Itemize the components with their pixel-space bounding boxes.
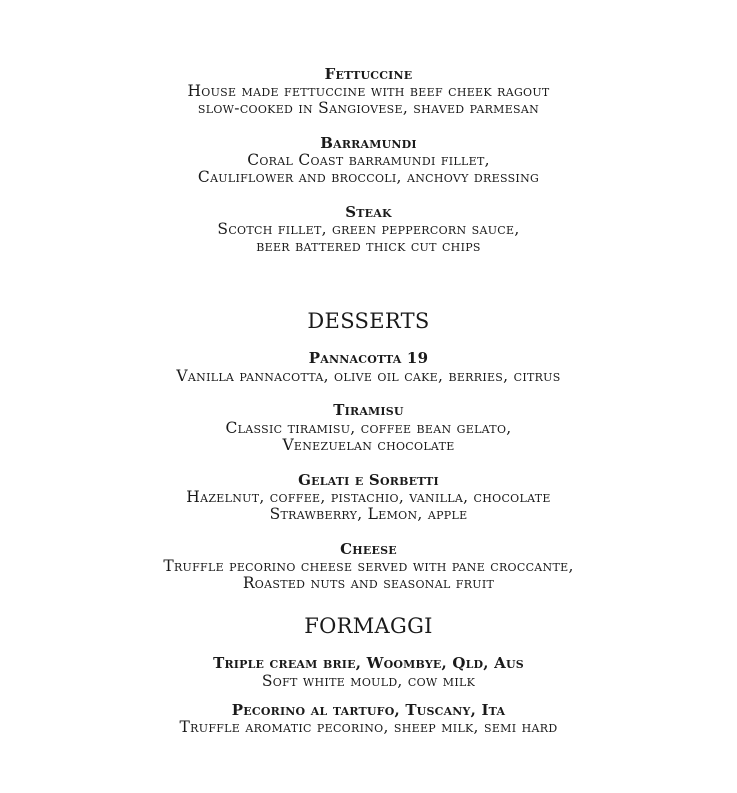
dish-name-tiramisu: Tiramisu [333, 401, 404, 419]
dish-description-line: House made fettuccine with beef cheek ragout [187, 82, 550, 100]
dish-description-line: Scotch fillet, green peppercorn sauce, [217, 220, 520, 238]
dish-description-line: Strawberry, Lemon, apple [269, 505, 468, 523]
dish-name-pecorino-al-tartufo: Pecorino al tartufo, Tuscany, Ita [231, 701, 506, 719]
dish-description-line: Truffle pecorino cheese served with pane croccante, [163, 557, 574, 575]
section-title-formaggi: FORMAGGI [304, 614, 433, 638]
dish-description-line: Roasted nuts and seasonal fruit [242, 574, 495, 592]
dish-description-line: slow-cooked in Sangiovese, shaved parmesan [197, 99, 540, 117]
section-title-desserts: DESSERTS [307, 309, 430, 333]
dish-name-fettuccine: Fettuccine [324, 65, 413, 83]
dish-description-line: Venezuelan chocolate [282, 436, 455, 454]
dish-description-line: Cauliflower and broccoli, anchovy dressing [197, 168, 540, 186]
dish-description-line: Soft white mould, cow milk [261, 672, 476, 690]
dish-name-gelati: Gelati e Sorbetti [298, 471, 439, 489]
dish-description-line: Hazelnut, coffee, pistachio, vanilla, chocolate [186, 488, 551, 506]
dish-name-pannacotta: Pannacotta 19 [308, 349, 429, 367]
dish-description-line: beer battered thick cut chips [256, 237, 481, 255]
dish-description-line: Truffle aromatic pecorino, sheep milk, semi hard [179, 718, 558, 736]
dish-description-line: Classic tiramisu, coffee bean gelato, [225, 419, 512, 437]
dish-description-line: Coral Coast barramundi fillet, [247, 151, 490, 169]
dish-description-line: Vanilla pannacotta, olive oil cake, berries, citrus [176, 367, 561, 385]
dish-name-triple-cream-brie: Triple cream brie, Woombye, Qld, Aus [213, 654, 524, 672]
dish-name-barramundi: Barramundi [320, 134, 417, 152]
dish-name-steak: Steak [345, 203, 392, 221]
dish-name-cheese: Cheese [340, 540, 397, 558]
